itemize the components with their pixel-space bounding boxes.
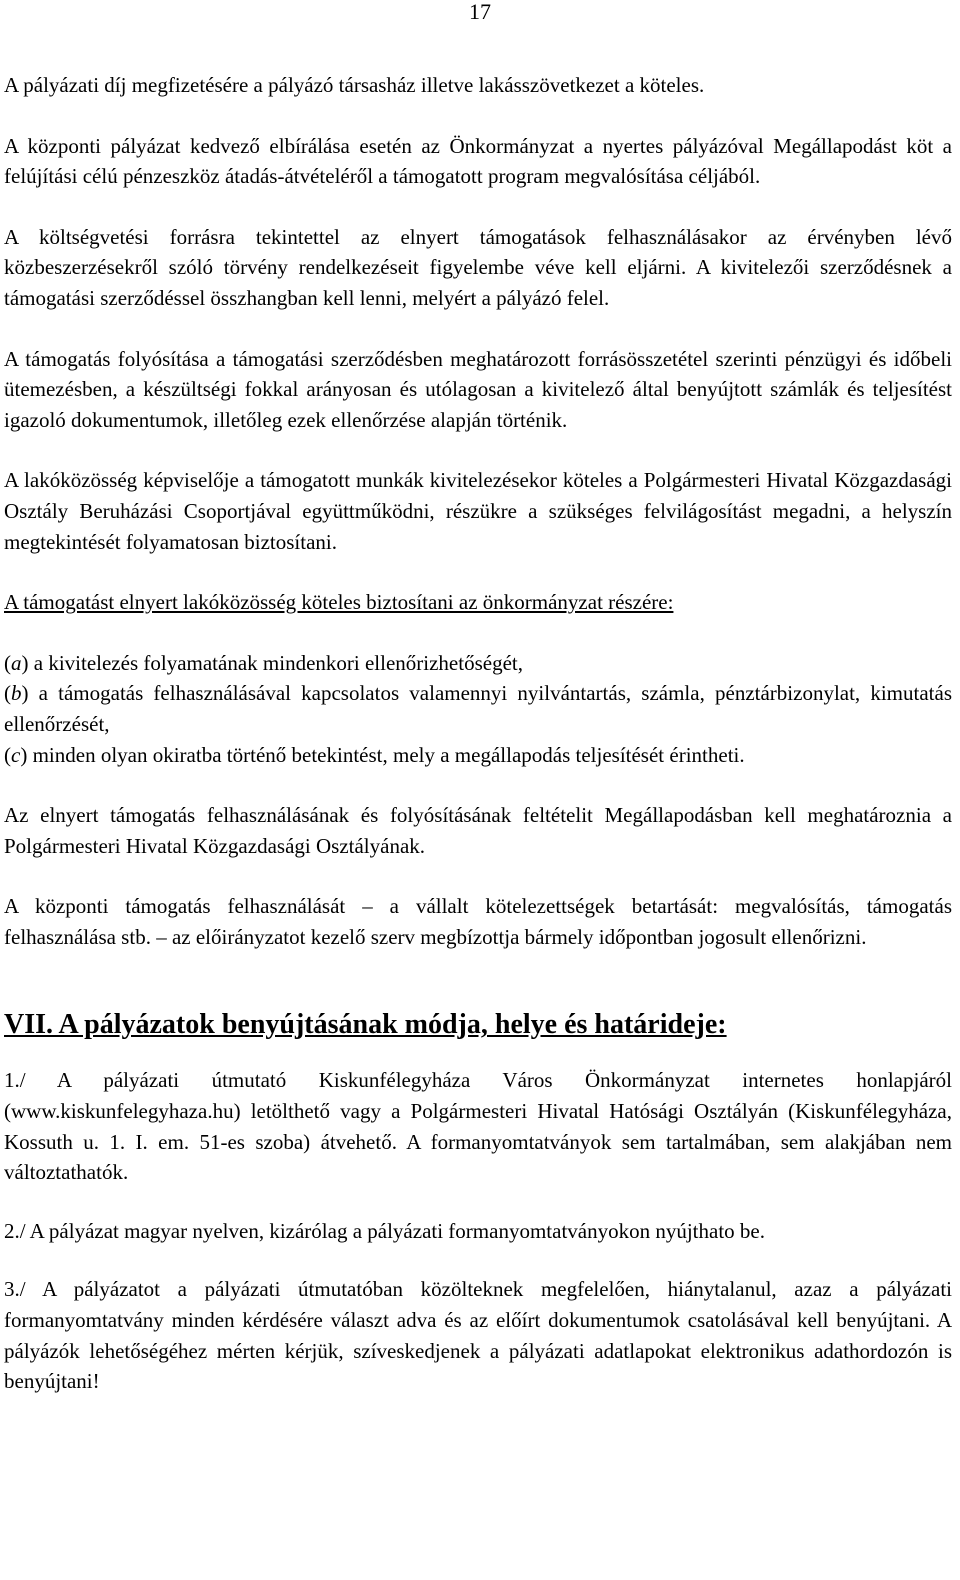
paragraph-disbursement: A támogatás folyósítása a támogatási szerződésben meghatározott forrásösszetétel szerinti pénzügyi és időbeli ütemezésben, a készültségi fokkal arányosan és utólagosan a kivitelező által benyújtott számlák és teljesítést igazoló dokumentumok, illetőleg ezek ellenőrzése alapján történik. xyxy=(4,346,952,432)
list-item-a: (a) a kivitelezés folyamatának mindenkori ellenőrizhetőségét, xyxy=(4,650,523,675)
document-body xyxy=(4,70,952,1425)
section-heading: VII. A pályázatok benyújtásának módja, helye és határideje: xyxy=(4,1009,727,1041)
obligations-list xyxy=(4,648,952,770)
list-item-b: (b) a támogatás felhasználásával kapcsolatos valamennyi nyilvántartás, számla, pénztárbizonylat, kimutatás ellenőrzését, xyxy=(4,681,952,736)
list-item-c: (c) minden olyan okiratba történő betekintést, mely a megállapodás teljesítését érintheti. xyxy=(4,742,745,767)
section-item-1: 1./ A pályázati útmutató Kiskunfélegyháza Város Önkormányzat internetes honlapjáról (www.kiskunfelegyhaza.hu) letölthető vagy a Polgármesteri Hivatal Hatósági Osztályán (Kiskunfélegyháza, Kossuth u. 1. I. em. 51-es szoba) átvehető. A formanyomtatványok sem tartalmában, sem alakjában nem változtathatók. xyxy=(4,1068,952,1185)
list-letter-a: a xyxy=(11,650,22,675)
paragraph-conditions: Az elnyert támogatás felhasználásának és folyósításának feltételit Megállapodásban kell meghatároznia a Polgármesteri Hivatal Közgazdasági Osztályának. xyxy=(4,803,952,858)
paragraph-procurement: A költségvetési forrásra tekintettel az elnyert támogatások felhasználásakor az érvényben lévő közbeszerzésekről szóló törvény rendelkezéseit figyelembe véve kell eljárni. A kivitelezői szerződésnek a támogatási szerződéssel összhangban kell lenni, melyért a pályázó felel. xyxy=(4,224,952,310)
list-text-c: minden olyan okiratba történő betekintést, mely a megállapodás teljesítését érintheti. xyxy=(27,742,745,767)
section-item-3: 3./ A pályázatot a pályázati útmutatóban közölteknek megfelelően, hiánytalanul, azaz a pályázati formanyomtatvány minden kérdésére választ adva és az előírt dokumentumok csatolásával kell benyújtani. A pályázók lehetőségéhez mérten kérjük, szíveskedjenek a pályázati adatlapokat elektronikus adathordozón is benyújtani! xyxy=(4,1277,952,1394)
list-letter-b: b xyxy=(11,681,22,706)
paragraph-agreement: A központi pályázat kedvező elbírálása esetén az Önkormányzat a nyertes pályázóval Megállapodást köt a felújítási célú pénzeszköz átadás-átvételéről a támogatott program megvalósítása céljából. xyxy=(4,133,952,189)
section-item-2: 2./ A pályázat magyar nyelven, kizárólag a pályázati formanyomtatványokon nyújthato be. xyxy=(4,1218,765,1243)
list-text-b: a támogatás felhasználásával kapcsolatos valamennyi nyilvántartás, számla, pénztárbizonylat, kimutatás ellenőrzését, xyxy=(4,681,952,736)
list-text-a: a kivitelezés folyamatának mindenkori ellenőrizhetőségét, xyxy=(28,650,523,675)
page-number: 17 xyxy=(469,0,491,24)
list-letter-c: c xyxy=(11,742,21,767)
paragraph-application-fee: A pályázati díj megfizetésére a pályázó társasház illetve lakásszövetkezet a köteles. xyxy=(4,73,705,97)
paragraph-obligations-intro: A támogatást elnyert lakóközösség köteles biztosítani az önkormányzat részére: xyxy=(4,590,674,615)
paragraph-control: A központi támogatás felhasználását – a vállalt kötelezettségek betartását: megvalósítás, támogatás felhasználása stb. – az előirányzatot kezelő szerv megbízottja bármely időpontban jogosult ellenőrizni. xyxy=(4,894,952,949)
paragraph-representative: A lakóközösség képviselője a támogatott munkák kivitelezésekor köteles a Polgármesteri Hivatal Közgazdasági Osztály Beruházási Csoportjával együttműködni, részükre a szükséges felvilágosítást megadni, a helyszín megtekintését folyamatosan biztosítani. xyxy=(4,468,952,554)
